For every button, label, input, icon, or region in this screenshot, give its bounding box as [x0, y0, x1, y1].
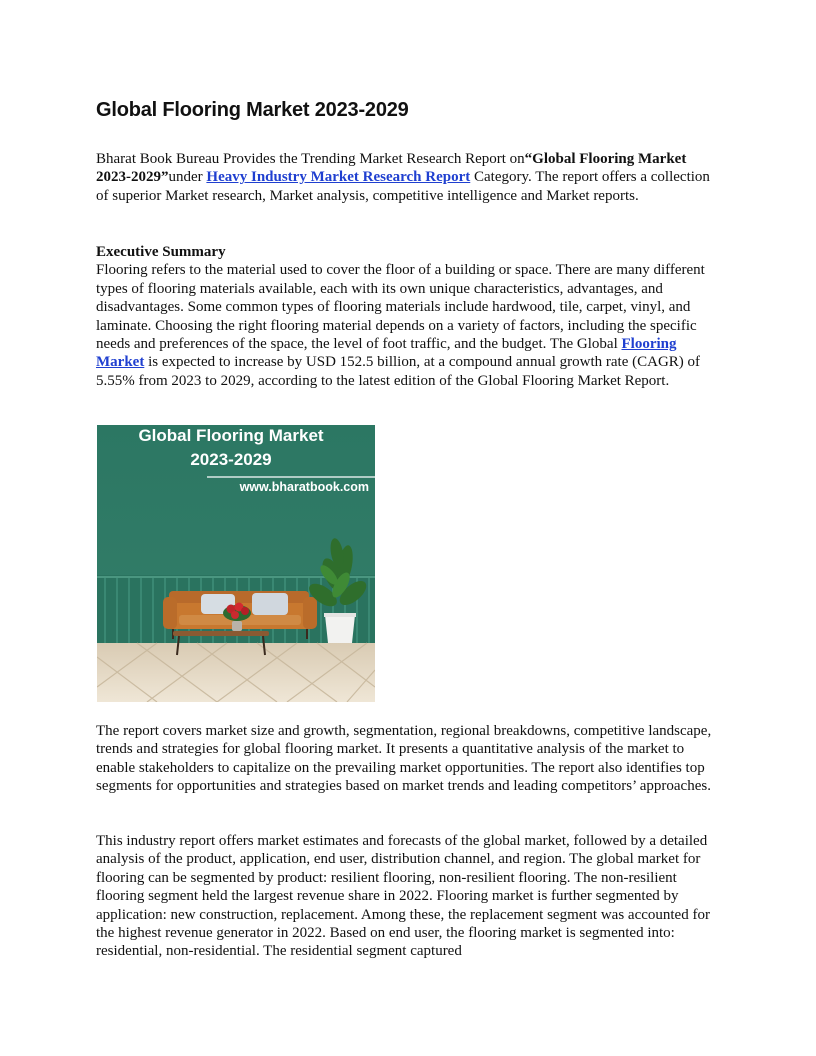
report-title-bold: “Global Flooring Market 2023-2029” [96, 151, 687, 186]
intro-text-under: under [168, 169, 207, 186]
exec-text-cont: is expected to increase by USD 152.5 billion, at a compound annual growth rate (CAGR) of 5.55% from 2023 to 2029, according to the latest edition of the Global Flooring Market Report. [96, 354, 701, 389]
flooring-market-link[interactable]: Flooring Market [96, 336, 677, 371]
page-title: Global Flooring Market 2023-2029 [96, 99, 409, 121]
executive-summary-section [96, 243, 720, 390]
exec-text: Flooring refers to the material used to cover the floor of a building or space. There are many different types of flooring materials available, each with its own unique characteristics, advantages, and disadvantages. Some common types of flooring materials include hardwood, tile, carpet, vinyl, and laminate. Choosing the right flooring material depends on a variety of factors, including the specific needs and preferences of the space, the level of foot traffic, and the budget. The Global [96, 262, 705, 353]
image-url-text: www.bharatbook.com [239, 480, 369, 494]
image-title-line1: Global Flooring Market [138, 426, 324, 445]
report-cover-image [97, 425, 375, 702]
image-title-line2: 2023-2029 [190, 450, 272, 469]
segmentation-paragraph: This industry report offers market estimates and forecasts of the global market, followed by a detailed analysis of the product, application, end user, distribution channel, and region. The global market for flooring can be segmented by product: resilient flooring, non-resilient flooring. The non-resilient flooring segment held the largest revenue share in 2022. Flooring market is further segmented by application: new construction, replacement. Among these, the replacement segment was accounted for the highest revenue generator in 2022. Based on end user, the flooring market is segmented into: residential, non-residential. The residential segment captured [96, 833, 710, 960]
intro-text-category: Category. The report offers a collection of superior Market research, Market analysis, competitive intelligence and Market reports. [96, 169, 710, 204]
report-coverage-paragraph: The report covers market size and growth, segmentation, regional breakdowns, competitive landscape, trends and strategies for global flooring market. It presents a quantitative analysis of the market to enable stakeholders to capitalize on the prevailing market opportunities. The report also identifies top segments for opportunities and strategies based on market trends and leading competitors’ approaches. [96, 723, 712, 795]
executive-summary-heading: Executive Summary [96, 244, 226, 260]
intro-paragraph [96, 150, 720, 205]
heavy-industry-link[interactable]: Heavy Industry Market Research Report [206, 169, 471, 186]
intro-text: Bharat Book Bureau Provides the Trending Market Research Report on [96, 151, 525, 167]
